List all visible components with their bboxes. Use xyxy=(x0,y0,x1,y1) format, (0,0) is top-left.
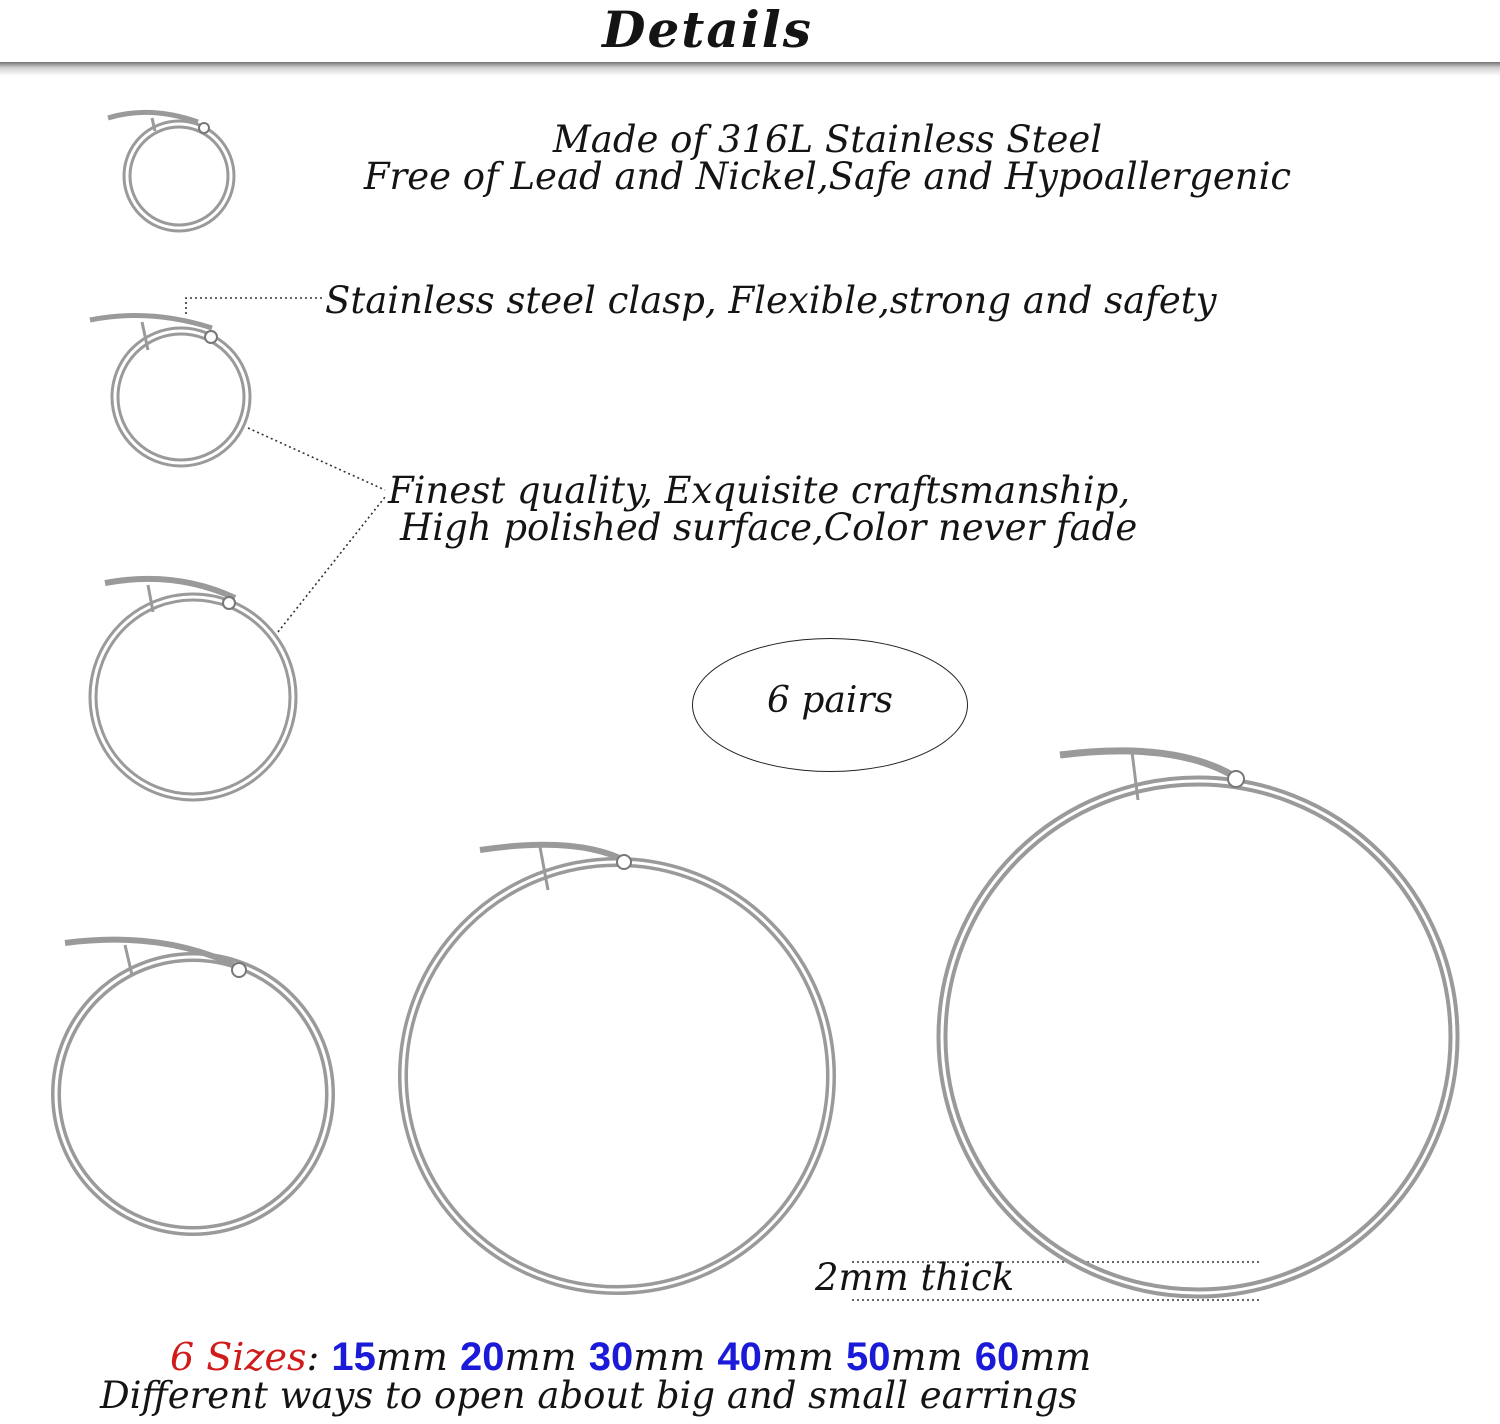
material-text-line1: Made of 316L Stainless Steel xyxy=(552,118,1103,161)
size-unit: mm xyxy=(633,1335,706,1379)
size-unit: mm xyxy=(504,1335,577,1379)
hoop-earring-icon xyxy=(108,112,231,228)
size-unit: mm xyxy=(890,1335,963,1379)
quality-leader-line-bottom xyxy=(278,497,385,632)
sizes-separator: : xyxy=(306,1335,320,1379)
size-unit: mm xyxy=(1019,1335,1092,1379)
page-title: Details xyxy=(602,0,813,59)
size-value: 20 xyxy=(460,1335,505,1379)
hoop-earring-icon xyxy=(90,316,247,464)
hoop-earring-icon xyxy=(942,751,1454,1293)
sizes-prefix: 6 Sizes xyxy=(170,1335,307,1379)
quality-callout-line1: Finest quality, Exquisite craftsmanship, xyxy=(388,469,1131,512)
size-value: 60 xyxy=(974,1335,1020,1379)
size-value: 15 xyxy=(331,1335,376,1379)
size-value: 50 xyxy=(846,1335,891,1379)
size-value: 40 xyxy=(717,1335,762,1379)
size-unit: mm xyxy=(761,1335,834,1379)
size-value: 30 xyxy=(588,1335,634,1379)
hoop-earring-icon xyxy=(403,845,831,1290)
hoop-earring-icon xyxy=(56,940,330,1231)
pairs-label: 6 pairs xyxy=(766,680,894,721)
opening-note: Different ways to open about big and small earrings xyxy=(100,1374,1078,1417)
hoop-earring-icon xyxy=(93,579,293,797)
clasp-callout: Stainless steel clasp, Flexible,strong and safety xyxy=(325,279,1217,322)
quality-leader-line-top xyxy=(248,428,385,490)
size-unit: mm xyxy=(375,1335,448,1379)
clasp-leader-line xyxy=(186,298,323,314)
thickness-label: 2mm thick xyxy=(815,1256,1015,1299)
material-text-line2: Free of Lead and Nickel,Safe and Hypoallergenic xyxy=(363,155,1292,198)
quality-callout-line2: High polished surface,Color never fade xyxy=(400,506,1138,549)
